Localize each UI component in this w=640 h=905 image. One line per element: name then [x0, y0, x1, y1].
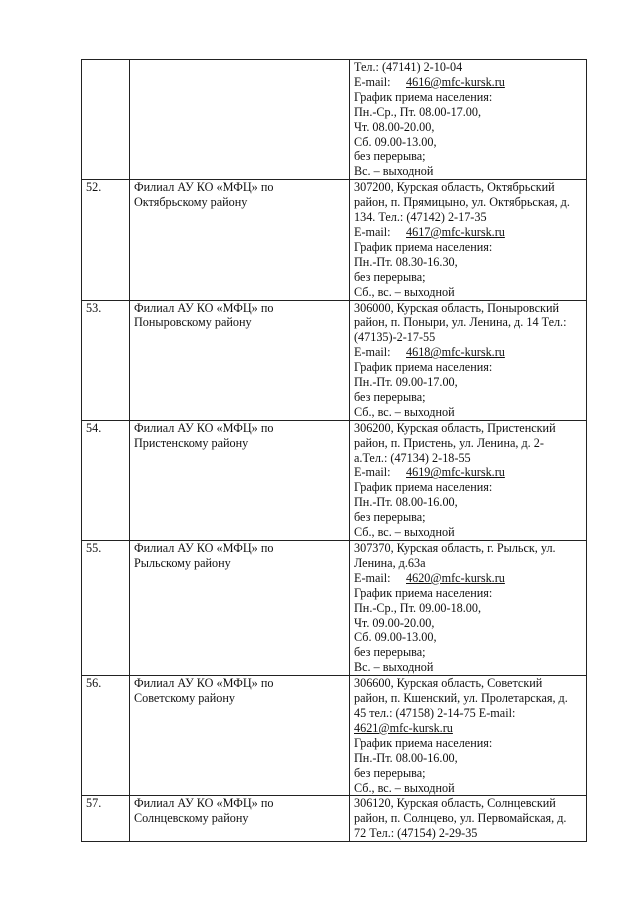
email-label: E-mail:: [354, 345, 391, 360]
address-line: а.Тел.: (47134) 2-18-55: [354, 450, 471, 465]
branch-name: [130, 676, 350, 796]
schedule-line: Чт. 09.00-20.00,: [354, 615, 435, 630]
address-line: 307370, Курская область, г. Рыльск, ул.: [354, 541, 556, 555]
email-link[interactable]: 4618@mfc-kursk.ru: [406, 345, 505, 360]
table-row: [82, 60, 587, 180]
branch-contacts: [350, 420, 587, 540]
address-line: район, п. Пристень, ул. Ленина, д. 2-: [354, 435, 544, 450]
schedule-line: Пн.-Пт. 09.00-17.00,: [354, 375, 458, 390]
schedule-line: Сб., вс. – выходной: [354, 404, 455, 419]
row-number-text: 56.: [86, 676, 102, 691]
table-row: [82, 300, 587, 420]
email-line: [354, 571, 583, 586]
row-number: [82, 300, 130, 420]
schedule-line: Пн.-Ср., Пт. 09.00-18.00,: [354, 600, 482, 615]
schedule-line: Пн.-Пт. 08.00-16.00,: [354, 750, 458, 765]
schedule-title: График приема населения:: [354, 360, 493, 375]
schedule-line: Сб. 09.00-13.00,: [354, 630, 437, 645]
row-number-text: 57.: [86, 796, 102, 811]
schedule-line: без перерыва;: [354, 389, 426, 404]
address-line: район, п. Солнцево, ул. Первомайская, д.: [354, 811, 567, 826]
row-number: [82, 796, 130, 842]
branch-contacts: [350, 60, 587, 180]
email-label: E-mail:: [354, 74, 391, 89]
branch-name-line: Солнцевскому району: [134, 811, 249, 826]
branch-name: [130, 796, 350, 842]
schedule-line: Чт. 08.00-20.00,: [354, 119, 435, 134]
row-number-text: 53.: [86, 300, 102, 315]
row-number: [82, 541, 130, 676]
email-label: E-mail:: [354, 570, 391, 585]
branch-name: [130, 300, 350, 420]
branch-name: [130, 180, 350, 300]
email-line: [354, 225, 583, 240]
branch-name-line: Филиал АУ КО «МФЦ» по: [134, 300, 274, 315]
address-line: 72 Тел.: (47154) 2-29-35: [354, 826, 478, 841]
branch-name-line: Поныровскому району: [134, 315, 252, 330]
address-line: район, п. Кшенский, ул. Пролетарская, д.: [354, 691, 568, 706]
schedule-line: Сб., вс. – выходной: [354, 525, 455, 540]
email-line: [354, 75, 583, 90]
branch-contacts: [350, 180, 587, 300]
table-row: [82, 796, 587, 842]
branch-name-line: Филиал АУ КО «МФЦ» по: [134, 180, 274, 195]
branch-name-line: Филиал АУ КО «МФЦ» по: [134, 676, 274, 691]
mfc-branches-table: [81, 59, 587, 842]
schedule-line: Сб., вс. – выходной: [354, 780, 455, 795]
address-line: 306000, Курская область, Поныровский: [354, 300, 559, 315]
row-number: [82, 60, 130, 180]
schedule-title: График приема населения:: [354, 585, 493, 600]
schedule-line: без перерыва;: [354, 269, 426, 284]
email-label: E-mail:: [354, 224, 391, 239]
address-line: 134. Тел.: (47142) 2-17-35: [354, 210, 487, 225]
address-line: 306600, Курская область, Советский: [354, 676, 543, 691]
table-row: [82, 676, 587, 796]
branch-name-line: Октябрьскому району: [134, 195, 248, 210]
phone-line: Тел.: (47141) 2-10-04: [354, 60, 463, 74]
schedule-line: без перерыва;: [354, 765, 426, 780]
schedule-line: Вс. – выходной: [354, 164, 434, 179]
schedule-line: Пн.-Пт. 08.30-16.30,: [354, 254, 458, 269]
address-line: (47135)-2-17-55: [354, 330, 436, 345]
branch-contacts: [350, 300, 587, 420]
branch-contacts: [350, 676, 587, 796]
address-line: район, п. Прямицыно, ул. Октябрьская, д.: [354, 195, 570, 210]
address-line: 306200, Курская область, Пристенский: [354, 420, 556, 435]
email-line: [354, 721, 583, 736]
branch-name: [130, 60, 350, 180]
branch-name-line: Филиал АУ КО «МФЦ» по: [134, 796, 274, 811]
email-line: [354, 465, 583, 480]
branch-contacts: [350, 796, 587, 842]
row-number: [82, 180, 130, 300]
branch-name-line: Советскому району: [134, 691, 235, 706]
email-link[interactable]: 4620@mfc-kursk.ru: [406, 570, 505, 585]
address-line: 306120, Курская область, Солнцевский: [354, 796, 556, 811]
branch-contacts: [350, 541, 587, 676]
address-line: 45 тел.: (47158) 2-14-75 E-mail:: [354, 705, 516, 720]
row-number-text: 55.: [86, 541, 102, 555]
email-link[interactable]: 4619@mfc-kursk.ru: [406, 465, 505, 480]
table-body: [82, 60, 587, 842]
address-line: Ленина, д.63а: [354, 555, 426, 570]
table-row: [82, 541, 587, 676]
row-number: [82, 676, 130, 796]
email-link[interactable]: 4617@mfc-kursk.ru: [406, 224, 505, 239]
schedule-line: без перерыва;: [354, 645, 426, 660]
schedule-title: График приема населения:: [354, 239, 493, 254]
email-line: [354, 345, 583, 360]
table-row: [82, 180, 587, 300]
row-number: [82, 420, 130, 540]
email-link[interactable]: 4616@mfc-kursk.ru: [406, 74, 505, 89]
row-number-text: 52.: [86, 180, 102, 195]
email-label: E-mail:: [354, 465, 391, 480]
branch-name: [130, 420, 350, 540]
branch-name-line: Филиал АУ КО «МФЦ» по: [134, 420, 274, 435]
address-line: район, п. Поныри, ул. Ленина, д. 14 Тел.:: [354, 315, 567, 330]
address-line: 307200, Курская область, Октябрьский: [354, 180, 555, 195]
branch-name: [130, 541, 350, 676]
branch-name-line: Рыльскому району: [134, 555, 231, 570]
schedule-title: График приема населения:: [354, 89, 493, 104]
schedule-title: График приема населения:: [354, 480, 493, 495]
schedule-line: Вс. – выходной: [354, 660, 434, 675]
table-row: [82, 420, 587, 540]
email-link[interactable]: 4621@mfc-kursk.ru: [354, 720, 453, 735]
branch-name-line: Пристенскому району: [134, 435, 249, 450]
row-number-text: 54.: [86, 420, 102, 435]
schedule-line: Сб. 09.00-13.00,: [354, 134, 437, 149]
schedule-title: График приема населения:: [354, 735, 493, 750]
schedule-line: без перерыва;: [354, 149, 426, 164]
schedule-line: без перерыва;: [354, 510, 426, 525]
schedule-line: Пн.-Ср., Пт. 08.00-17.00,: [354, 104, 482, 119]
schedule-line: Сб., вс. – выходной: [354, 284, 455, 299]
schedule-line: Пн.-Пт. 08.00-16.00,: [354, 495, 458, 510]
branch-name-line: Филиал АУ КО «МФЦ» по: [134, 541, 274, 555]
